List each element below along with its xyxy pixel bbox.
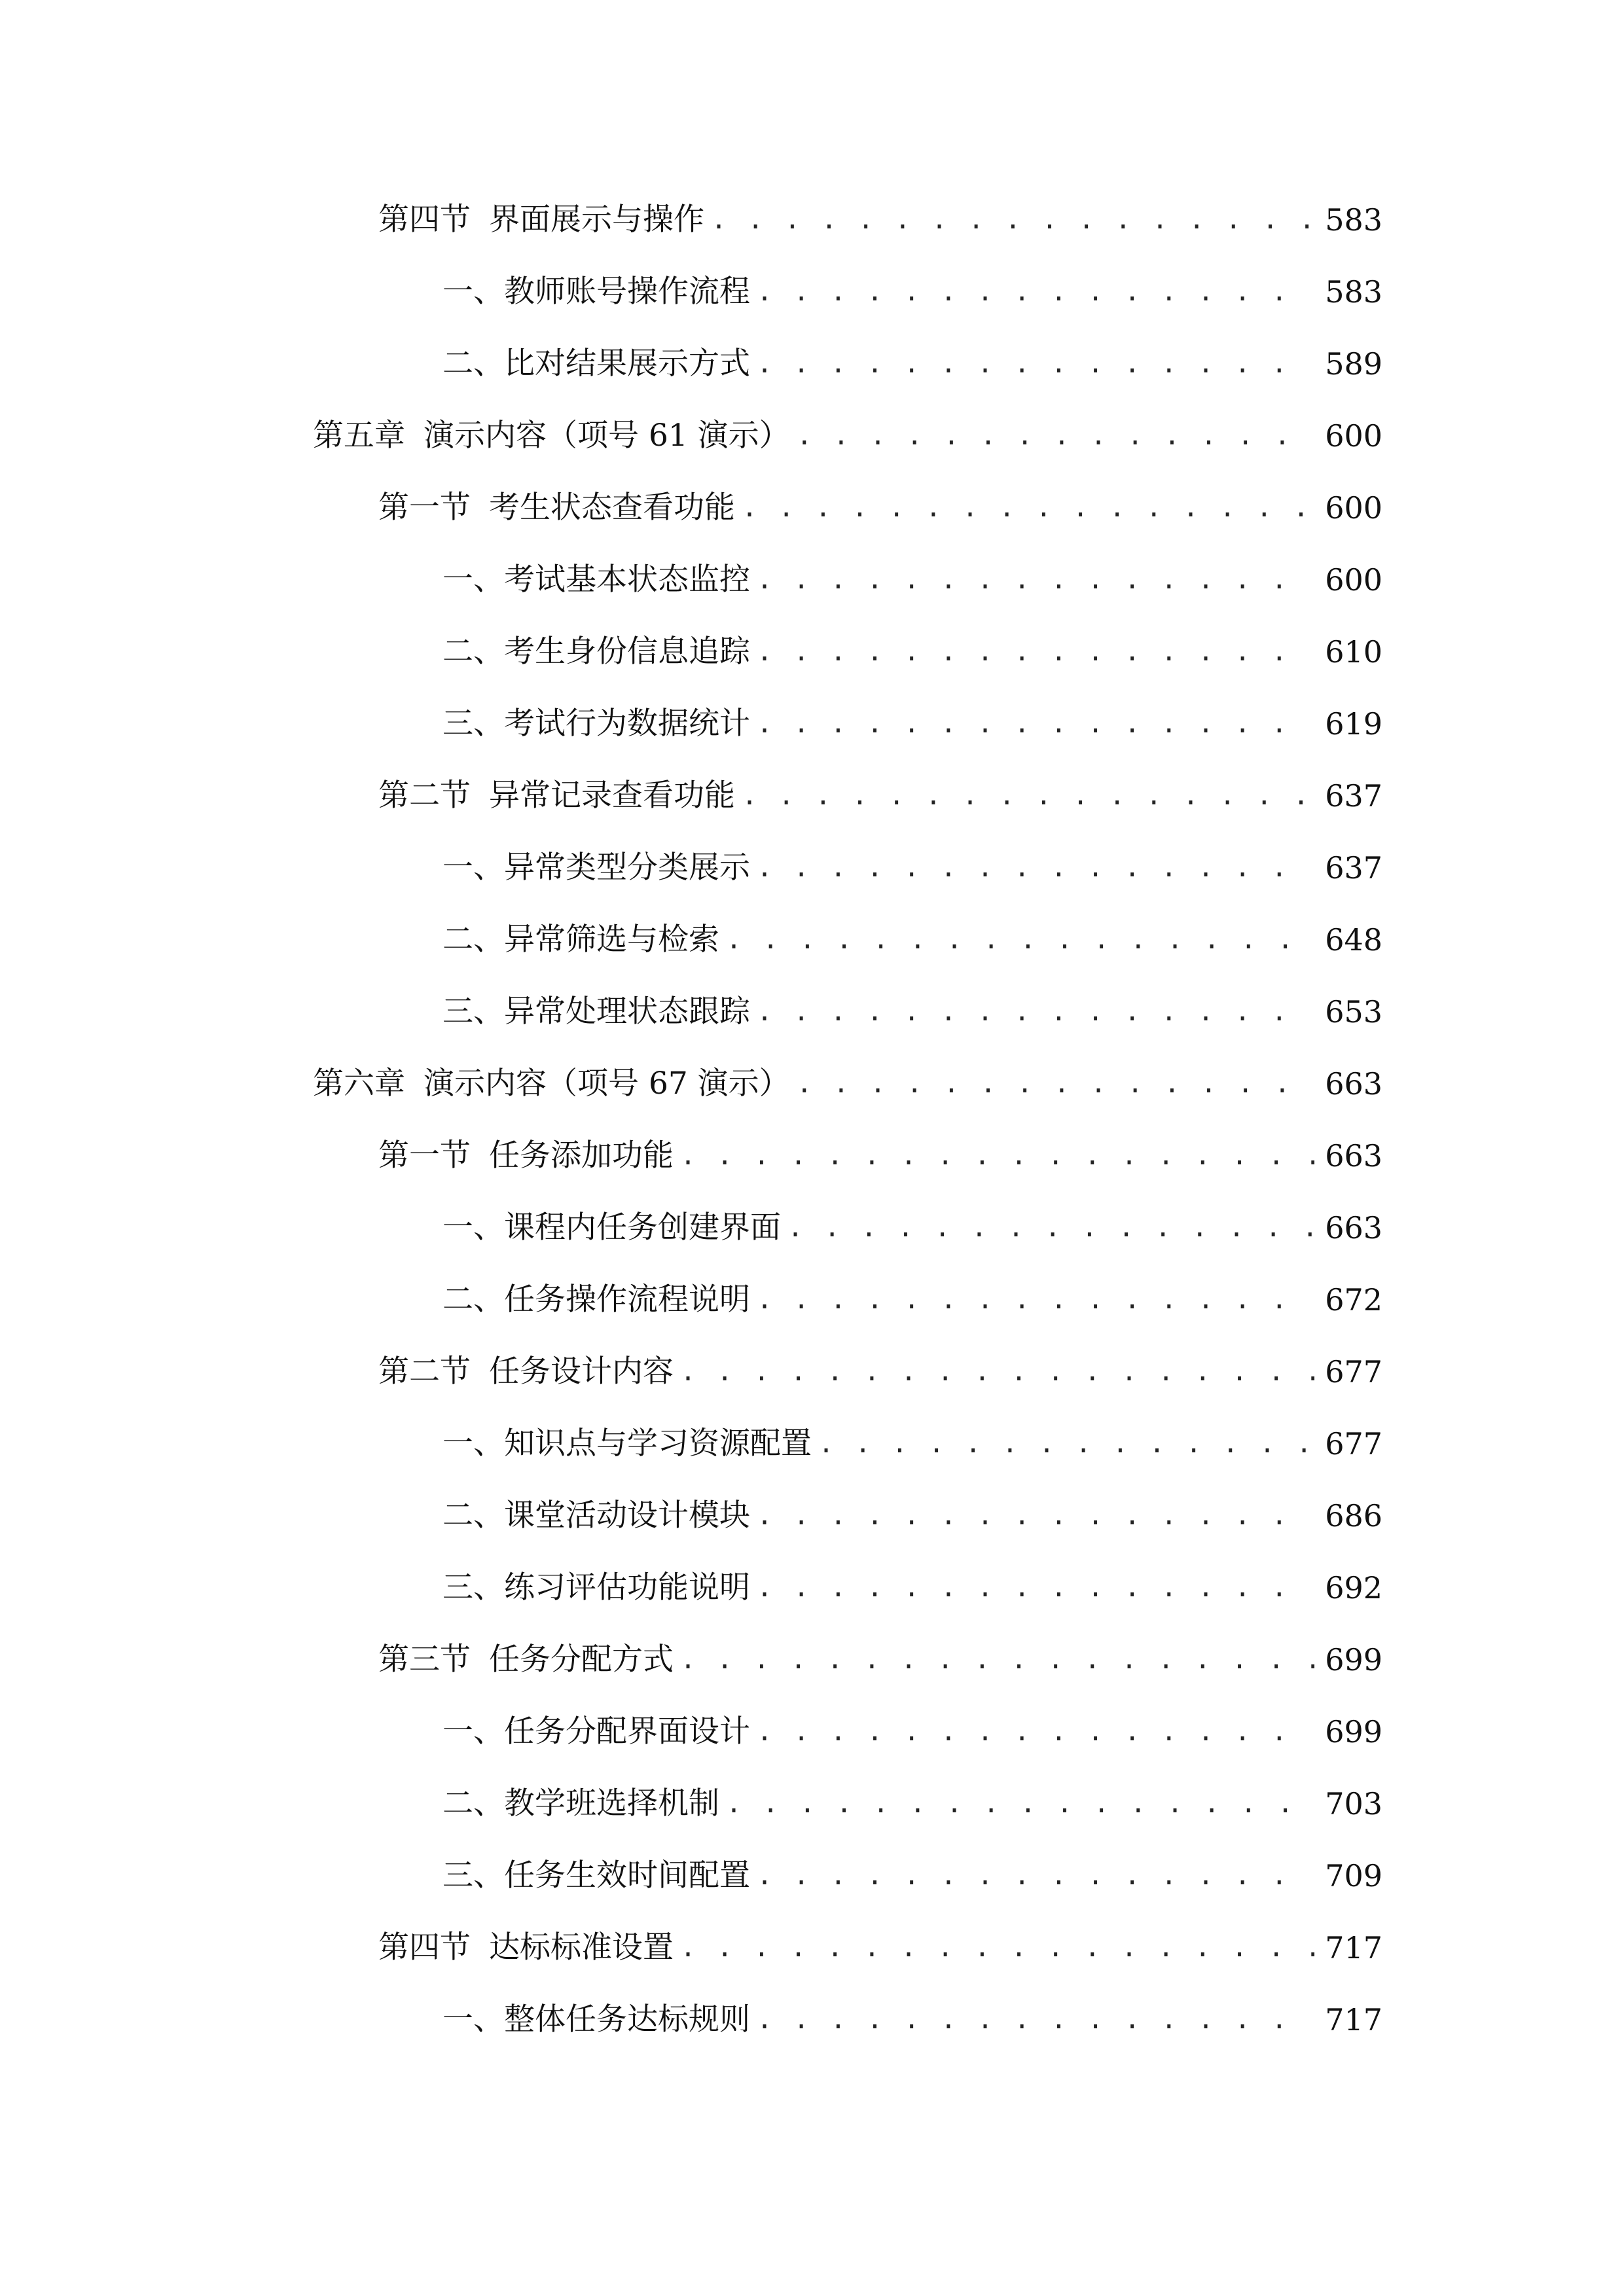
toc-entry-page: 717 bbox=[1325, 1930, 1382, 1965]
toc-section-entry[interactable] bbox=[378, 772, 1382, 819]
dot-leader bbox=[757, 1492, 1314, 1539]
dot-leader bbox=[680, 1636, 1314, 1683]
toc-entry-title: 考试行为数据统计 bbox=[504, 706, 750, 742]
toc-entry-title: 任务分配界面设计 bbox=[504, 1713, 750, 1749]
toc-subsection-entry[interactable] bbox=[442, 988, 1382, 1035]
dot-leader bbox=[757, 700, 1314, 747]
toc-entry-page: 699 bbox=[1325, 1642, 1382, 1677]
toc-subsection-entry[interactable] bbox=[442, 700, 1382, 747]
dot-leader bbox=[757, 628, 1314, 675]
dot-leader bbox=[797, 1060, 1315, 1107]
toc-entry-number: 第二节 bbox=[378, 778, 471, 814]
toc-entry-number: 三、 bbox=[442, 1570, 504, 1605]
toc-entry-number: 第四节 bbox=[378, 202, 471, 238]
toc-entry-page: 663 bbox=[1325, 1210, 1382, 1246]
toc-section-entry[interactable] bbox=[378, 1924, 1382, 1971]
toc-entry-number: 第一节 bbox=[378, 1138, 471, 1174]
toc-entry-title: 教学班选择机制 bbox=[504, 1785, 719, 1821]
toc-entry-title: 异常记录查看功能 bbox=[489, 778, 735, 814]
toc-section-entry[interactable] bbox=[378, 196, 1382, 243]
dot-leader bbox=[787, 1204, 1314, 1251]
toc-entry-number: 三、 bbox=[442, 1857, 504, 1893]
toc-section-entry[interactable] bbox=[378, 1348, 1382, 1395]
toc-entry-number: 二、 bbox=[442, 634, 504, 670]
toc-entry-page: 600 bbox=[1325, 418, 1382, 454]
toc-entry-title: 考生状态查看功能 bbox=[489, 490, 735, 526]
toc-entry-page: 663 bbox=[1325, 1066, 1382, 1102]
toc-entry-number: 第二节 bbox=[378, 1354, 471, 1390]
dot-leader bbox=[757, 340, 1314, 387]
toc-entry-page: 717 bbox=[1325, 2002, 1382, 2037]
toc-section-entry[interactable] bbox=[378, 484, 1382, 531]
toc-subsection-entry[interactable] bbox=[442, 1780, 1382, 1827]
toc-entry-page: 637 bbox=[1325, 850, 1382, 886]
dot-leader bbox=[680, 1132, 1314, 1179]
dot-leader bbox=[757, 1708, 1314, 1755]
toc-entry-page: 653 bbox=[1325, 994, 1382, 1030]
toc-entry-page: 589 bbox=[1325, 346, 1382, 382]
toc-entry-page: 663 bbox=[1325, 1138, 1382, 1174]
toc-entry-page: 703 bbox=[1325, 1786, 1382, 1821]
toc-entry-title: 课程内任务创建界面 bbox=[504, 1210, 781, 1246]
toc-entry-title: 演示内容（项号 67 演示） bbox=[424, 1066, 790, 1102]
dot-leader bbox=[818, 1420, 1314, 1467]
dot-leader bbox=[742, 484, 1314, 531]
toc-subsection-entry[interactable] bbox=[442, 1276, 1382, 1323]
dot-leader bbox=[680, 1924, 1314, 1971]
toc-entry-page: 583 bbox=[1325, 274, 1382, 310]
toc-entry-title: 练习评估功能说明 bbox=[504, 1570, 750, 1605]
dot-leader bbox=[711, 196, 1314, 243]
toc-entry-page: 637 bbox=[1325, 778, 1382, 814]
toc-entry-title: 整体任务达标规则 bbox=[504, 2001, 750, 2037]
toc-subsection-entry[interactable] bbox=[442, 1852, 1382, 1899]
toc-entry-number: 一、 bbox=[442, 850, 504, 886]
toc-entry-number: 二、 bbox=[442, 1282, 504, 1318]
toc-entry-page: 610 bbox=[1325, 634, 1382, 670]
toc-entry-title: 考生身份信息追踪 bbox=[504, 634, 750, 670]
toc-entry-title: 演示内容（项号 61 演示） bbox=[424, 418, 790, 454]
toc-entry-page: 619 bbox=[1325, 706, 1382, 742]
toc-entry-title: 异常筛选与检索 bbox=[504, 922, 719, 958]
toc-subsection-entry[interactable] bbox=[442, 1708, 1382, 1755]
toc-entry-title: 课堂活动设计模块 bbox=[504, 1498, 750, 1534]
toc-subsection-entry[interactable] bbox=[442, 1420, 1382, 1467]
toc-entry-number: 三、 bbox=[442, 994, 504, 1030]
toc-subsection-entry[interactable] bbox=[442, 1492, 1382, 1539]
toc-entry-number: 二、 bbox=[442, 1785, 504, 1821]
toc-entry-number: 一、 bbox=[442, 562, 504, 598]
toc-entry-number: 第五章 bbox=[313, 418, 405, 454]
dot-leader bbox=[757, 1996, 1314, 2043]
dot-leader bbox=[757, 1564, 1314, 1611]
toc-entry-title: 知识点与学习资源配置 bbox=[504, 1426, 812, 1462]
dot-leader bbox=[757, 1276, 1314, 1323]
toc-subsection-entry[interactable] bbox=[442, 1996, 1382, 2043]
toc-chapter-entry[interactable] bbox=[313, 412, 1382, 459]
toc-entry-title: 异常类型分类展示 bbox=[504, 850, 750, 886]
dot-leader bbox=[797, 412, 1315, 459]
dot-leader bbox=[726, 1780, 1314, 1827]
dot-leader bbox=[757, 844, 1314, 891]
toc-entry-number: 二、 bbox=[442, 922, 504, 958]
toc-subsection-entry[interactable] bbox=[442, 268, 1382, 315]
toc-entry-page: 600 bbox=[1325, 490, 1382, 526]
toc-entry-number: 一、 bbox=[442, 2001, 504, 2037]
toc-entry-page: 648 bbox=[1325, 922, 1382, 958]
toc-entry-number: 二、 bbox=[442, 1498, 504, 1534]
dot-leader bbox=[757, 988, 1314, 1035]
dot-leader bbox=[757, 268, 1314, 315]
toc-entry-page: 677 bbox=[1325, 1354, 1382, 1390]
toc-entry-number: 一、 bbox=[442, 274, 504, 310]
toc-entry-title: 考试基本状态监控 bbox=[504, 562, 750, 598]
toc-entry-page: 686 bbox=[1325, 1498, 1382, 1534]
toc-entry-page: 600 bbox=[1325, 562, 1382, 598]
toc-entry-number: 三、 bbox=[442, 706, 504, 742]
dot-leader bbox=[742, 772, 1314, 819]
toc-entry-page: 677 bbox=[1325, 1426, 1382, 1462]
toc-entry-page: 709 bbox=[1325, 1858, 1382, 1893]
toc-entry-page: 699 bbox=[1325, 1714, 1382, 1749]
toc-entry-title: 界面展示与操作 bbox=[489, 202, 704, 238]
toc-entry-number: 一、 bbox=[442, 1426, 504, 1462]
toc-entry-page: 692 bbox=[1325, 1570, 1382, 1605]
toc-entry-title: 任务生效时间配置 bbox=[504, 1857, 750, 1893]
toc-entry-title: 任务操作流程说明 bbox=[504, 1282, 750, 1318]
toc-entry-title: 任务设计内容 bbox=[489, 1354, 674, 1390]
toc-entry-number: 一、 bbox=[442, 1210, 504, 1246]
dot-leader bbox=[680, 1348, 1314, 1395]
toc-entry-title: 比对结果展示方式 bbox=[504, 346, 750, 382]
dot-leader bbox=[757, 556, 1314, 603]
toc-section-entry[interactable] bbox=[378, 1636, 1382, 1683]
toc-entry-page: 583 bbox=[1325, 202, 1382, 238]
toc-entry-page: 672 bbox=[1325, 1282, 1382, 1318]
toc-entry-number: 第四节 bbox=[378, 1929, 471, 1965]
toc-subsection-entry[interactable] bbox=[442, 628, 1382, 675]
toc-entry-title: 达标标准设置 bbox=[489, 1929, 674, 1965]
toc-subsection-entry[interactable] bbox=[442, 1204, 1382, 1251]
toc-subsection-entry[interactable] bbox=[442, 916, 1382, 963]
toc-entry-number: 第六章 bbox=[313, 1066, 405, 1102]
dot-leader bbox=[726, 916, 1314, 963]
toc-section-entry[interactable] bbox=[378, 1132, 1382, 1179]
toc-entry-number: 一、 bbox=[442, 1713, 504, 1749]
toc-entry-title: 教师账号操作流程 bbox=[504, 274, 750, 310]
toc-chapter-entry[interactable] bbox=[313, 1060, 1382, 1107]
toc-subsection-entry[interactable] bbox=[442, 844, 1382, 891]
toc-entry-title: 任务分配方式 bbox=[489, 1641, 674, 1677]
toc-entry-number: 第一节 bbox=[378, 490, 471, 526]
dot-leader bbox=[757, 1852, 1314, 1899]
toc-entry-title: 任务添加功能 bbox=[489, 1138, 674, 1174]
toc-entry-number: 二、 bbox=[442, 346, 504, 382]
toc-subsection-entry[interactable] bbox=[442, 340, 1382, 387]
toc-entry-title: 异常处理状态跟踪 bbox=[504, 994, 750, 1030]
toc-subsection-entry[interactable] bbox=[442, 556, 1382, 603]
toc-subsection-entry[interactable] bbox=[442, 1564, 1382, 1611]
toc-entry-number: 第三节 bbox=[378, 1641, 471, 1677]
